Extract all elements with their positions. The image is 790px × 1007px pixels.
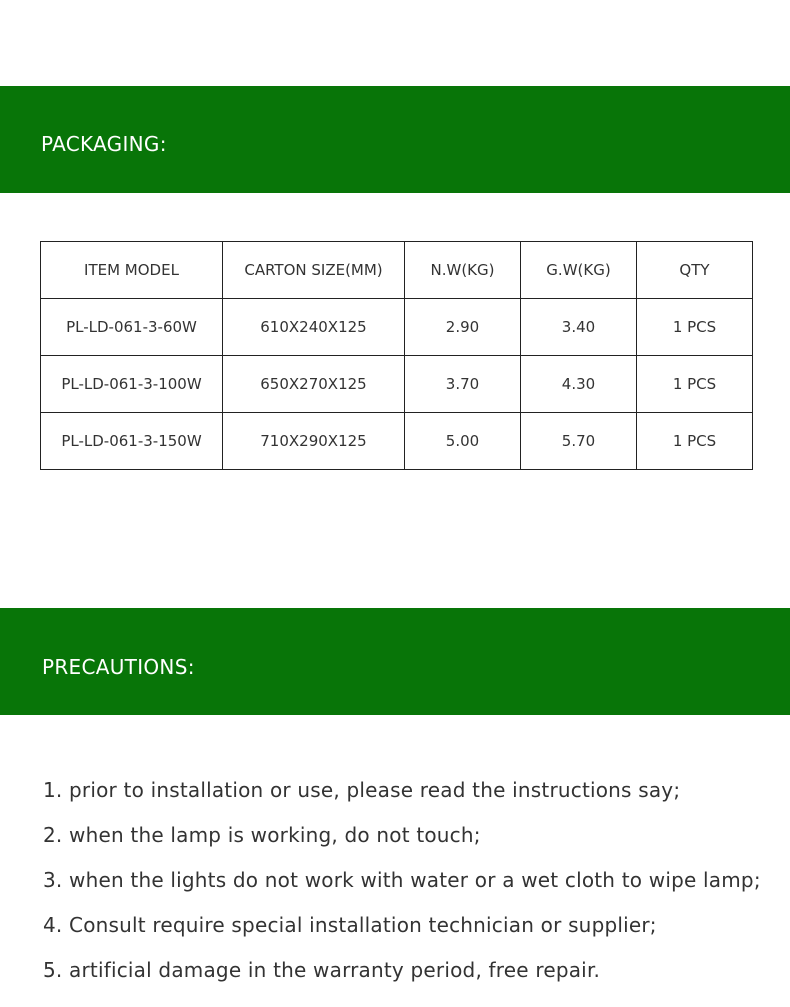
cell-qty: 1 PCS <box>637 299 753 356</box>
cell-item-model: PL-LD-061-3-150W <box>41 413 223 470</box>
list-item: 4. Consult require special installation technician or supplier; <box>43 913 657 937</box>
header-carton-size: CARTON SIZE(MM) <box>223 242 405 299</box>
cell-item-model: PL-LD-061-3-60W <box>41 299 223 356</box>
cell-gross-weight: 5.70 <box>521 413 637 470</box>
table-row <box>41 413 753 470</box>
cell-carton-size: 710X290X125 <box>223 413 405 470</box>
table-row <box>41 356 753 413</box>
cell-qty: 1 PCS <box>637 413 753 470</box>
header-gross-weight: G.W(KG) <box>521 242 637 299</box>
cell-net-weight: 5.00 <box>405 413 521 470</box>
header-net-weight: N.W(KG) <box>405 242 521 299</box>
header-qty: QTY <box>637 242 753 299</box>
list-item: 2. when the lamp is working, do not touch; <box>43 823 481 847</box>
cell-carton-size: 610X240X125 <box>223 299 405 356</box>
cell-net-weight: 3.70 <box>405 356 521 413</box>
cell-gross-weight: 3.40 <box>521 299 637 356</box>
precautions-list <box>43 768 783 993</box>
precautions-banner <box>0 608 790 715</box>
packaging-title: PACKAGING: <box>41 132 167 156</box>
list-item: 3. when the lights do not work with water or a wet cloth to wipe lamp; <box>43 868 761 892</box>
cell-qty: 1 PCS <box>637 356 753 413</box>
header-item-model: ITEM MODEL <box>41 242 223 299</box>
table-header-row <box>41 242 753 299</box>
packaging-table <box>40 241 753 470</box>
list-item: 1. prior to installation or use, please read the instructions say; <box>43 778 681 802</box>
packaging-banner <box>0 86 790 193</box>
list-item: 5. artificial damage in the warranty period, free repair. <box>43 958 601 982</box>
precautions-title: PRECAUTIONS: <box>42 655 195 679</box>
table-row <box>41 299 753 356</box>
cell-item-model: PL-LD-061-3-100W <box>41 356 223 413</box>
cell-gross-weight: 4.30 <box>521 356 637 413</box>
cell-net-weight: 2.90 <box>405 299 521 356</box>
cell-carton-size: 650X270X125 <box>223 356 405 413</box>
